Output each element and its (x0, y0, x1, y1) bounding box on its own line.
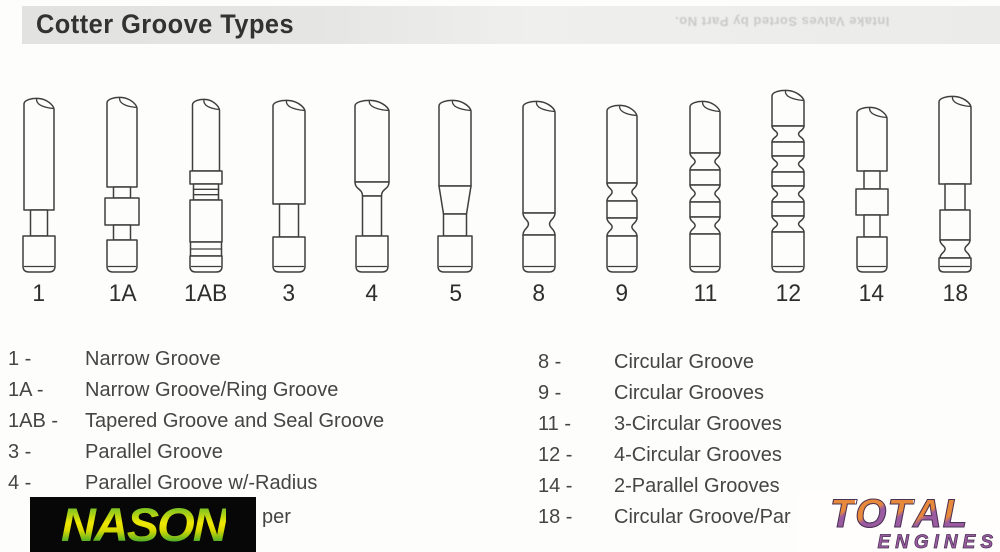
legend-row-right-3 (538, 440, 791, 471)
legend-row-right-2 (538, 409, 791, 440)
valve-drawing-11 (673, 80, 737, 274)
legend-num: 1A - (8, 379, 44, 401)
legend-num: 12 - (538, 444, 573, 466)
legend-num: 14 - (538, 475, 573, 497)
valve-column-11 (672, 80, 738, 310)
total-logo-letter: L (942, 492, 969, 536)
valve-drawing-9 (590, 80, 654, 274)
valve-drawing-5 (423, 80, 487, 274)
valve-column-18 (922, 80, 988, 310)
legend-occluded-fragment: per (262, 506, 291, 528)
legend-row-left-2 (8, 406, 384, 437)
legend-row-left-1 (8, 375, 384, 406)
valve-column-14 (839, 80, 905, 310)
nason-logo (30, 497, 256, 552)
total-engines-logo (798, 491, 1000, 552)
bleed-through-text: Intake Valves Sorted by Part No. (674, 14, 890, 29)
total-logo-letter: T (829, 492, 856, 536)
total-logo-wordmark (830, 493, 968, 535)
legend-label: Circular Grooves (614, 382, 765, 404)
valve-number-label: 8 (532, 280, 545, 307)
valve-column-5 (422, 80, 488, 310)
total-logo-letter: O (855, 492, 888, 536)
valve-number-label: 3 (282, 280, 296, 307)
valve-number-label: 12 (775, 280, 802, 307)
legend-row-right-0 (538, 347, 791, 378)
legend-row-left-3 (8, 437, 384, 468)
legend-row-right-4 (538, 471, 791, 502)
legend-row-right-1 (538, 378, 791, 409)
legend-num: 4 - (8, 472, 32, 494)
legend-label: Narrow Groove/Ring Groove (85, 379, 339, 401)
valve-column-1AB (173, 80, 239, 310)
legend-row-right-5 (538, 502, 791, 533)
legend-label: 4-Circular Grooves (614, 444, 782, 466)
valve-figure (6, 80, 988, 310)
valve-number-label: 1 (32, 280, 46, 307)
legend-num: 8 - (538, 351, 562, 373)
legend-label: 3-Circular Grooves (614, 413, 782, 435)
legend-row-left-0 (8, 344, 384, 375)
legend-label: Parallel Groove (85, 441, 223, 463)
total-logo-letter: A (912, 492, 943, 536)
valve-number-label: 14 (858, 280, 885, 307)
valve-number-label: 11 (693, 280, 717, 307)
valve-column-4 (339, 80, 405, 310)
valve-drawing-1AB (174, 80, 238, 274)
valve-number-label: 1AB (183, 280, 228, 307)
valve-drawing-14 (840, 80, 904, 274)
valve-column-1A (89, 80, 155, 310)
legend-row-left-4 (8, 468, 384, 499)
legend-label: Circular Groove (614, 351, 755, 373)
total-logo-letter: T (887, 492, 913, 536)
valve-drawing-1A (90, 80, 154, 274)
legend-num: 1AB - (8, 410, 59, 432)
title-bar (22, 6, 1000, 44)
legend-label: Parallel Groove w/-Radius (85, 472, 318, 494)
valve-column-8 (506, 80, 572, 310)
legend-num: 1 - (8, 348, 32, 370)
valve-drawing-18 (923, 80, 987, 274)
legend-num: 9 - (538, 382, 562, 404)
valve-drawing-8 (507, 80, 571, 274)
valve-column-12 (755, 80, 821, 310)
legend-num: 18 - (538, 506, 573, 528)
nason-logo-text: NASON (60, 497, 226, 551)
valve-number-label: 18 (942, 280, 968, 307)
valve-column-1 (6, 80, 72, 310)
page-title: Cotter Groove Types (36, 9, 295, 39)
legend-label: 2-Parallel Grooves (614, 475, 780, 497)
legend-num: 3 - (8, 441, 32, 463)
total-logo-subtext: ENGINES (877, 532, 998, 552)
valve-drawing-1 (7, 80, 71, 274)
valve-number-label: 4 (365, 280, 379, 307)
valve-number-label: 1A (108, 280, 137, 307)
legend-num: 11 - (538, 413, 571, 435)
valve-column-3 (256, 80, 322, 310)
valve-drawing-4 (340, 80, 404, 274)
valve-number-label: 9 (615, 280, 629, 307)
legend-label: Narrow Groove (85, 348, 221, 370)
legend-label: Circular Groove/Par (614, 506, 791, 528)
valve-number-label: 5 (448, 280, 462, 307)
legend-left-column (8, 344, 384, 499)
valve-drawing-3 (257, 80, 321, 274)
valve-drawing-12 (756, 80, 820, 274)
legend-label: Tapered Groove and Seal Groove (85, 410, 385, 432)
valve-column-9 (589, 80, 655, 310)
legend-right-column (538, 347, 791, 533)
